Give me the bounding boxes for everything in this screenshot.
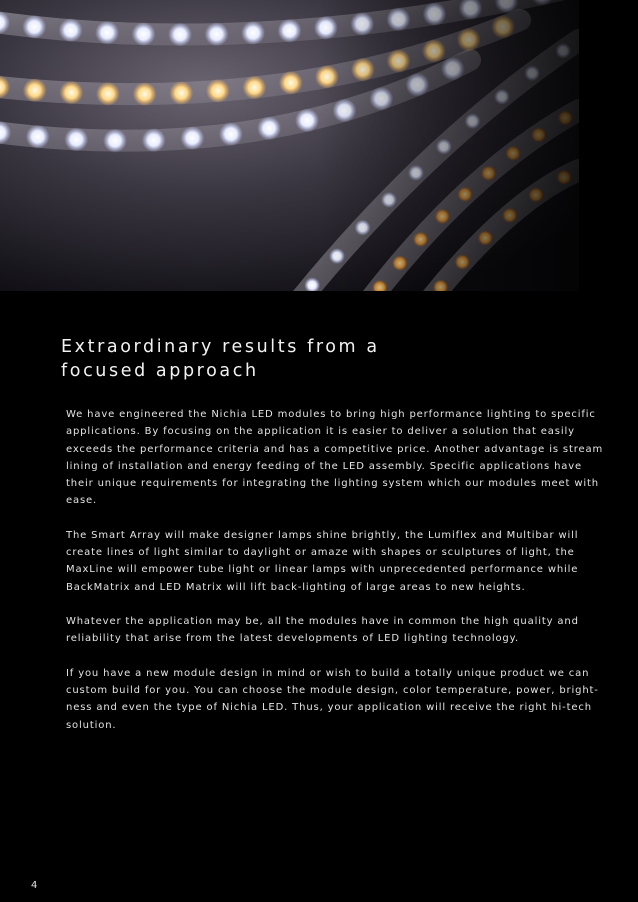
- led-strip-photo: [0, 0, 579, 291]
- text-line: lining of installation and energy feeding of the LED assembly. Specific applications have: [66, 460, 583, 472]
- text-line: create lines of light similar to daylight or amaze with shapes or sculptures of light, the: [66, 547, 575, 558]
- text-line: ease.: [66, 495, 98, 507]
- paragraph: [66, 613, 586, 648]
- text-line: exceeds the performance criteria and has a competitive price. Another advantage is stream: [66, 443, 604, 455]
- text-line: solution.: [66, 719, 117, 731]
- heading-line: focused approach: [61, 360, 259, 381]
- text-line: ness and even the type of Nichia LED. Thus, your application will receive the right hi-tech: [66, 702, 592, 714]
- text-line: custom build for you. You can choose the module design, color temperature, power, bright-: [66, 685, 599, 696]
- text-line: BackMatrix and LED Matrix will lift back-lighting of large areas to new heights.: [66, 581, 526, 593]
- led-strip-image: [0, 0, 579, 291]
- text-line: their unique requirements for integrating the lighting system which our modules meet with: [66, 478, 599, 489]
- paragraph: [66, 665, 599, 734]
- text-line: Whatever the application may be, all the modules have in common the high quality and: [66, 616, 579, 627]
- text-line: reliability that arise from the latest developments of LED lighting technology.: [66, 633, 519, 645]
- text-line: If you have a new module design in mind or wish to build a totally unique product we can: [66, 667, 590, 679]
- page-number: 4: [31, 880, 38, 891]
- text-line: The Smart Array will make designer lamps shine brightly, the Lumiflex and Multibar will: [66, 529, 579, 541]
- page-heading: [61, 336, 481, 383]
- text-line: MaxLine will empower tube light or linear lamps with unprecedented performance while: [66, 564, 579, 576]
- text-line: applications. By focusing on the application it is easier to deliver a solution that easily: [66, 426, 575, 438]
- body-text: [66, 406, 604, 751]
- heading-line: Extraordinary results from a: [61, 337, 380, 357]
- text-line: We have engineered the Nichia LED modules to bring high performance lighting to specific: [66, 409, 596, 420]
- paragraph: [66, 527, 586, 596]
- paragraph: [66, 406, 604, 510]
